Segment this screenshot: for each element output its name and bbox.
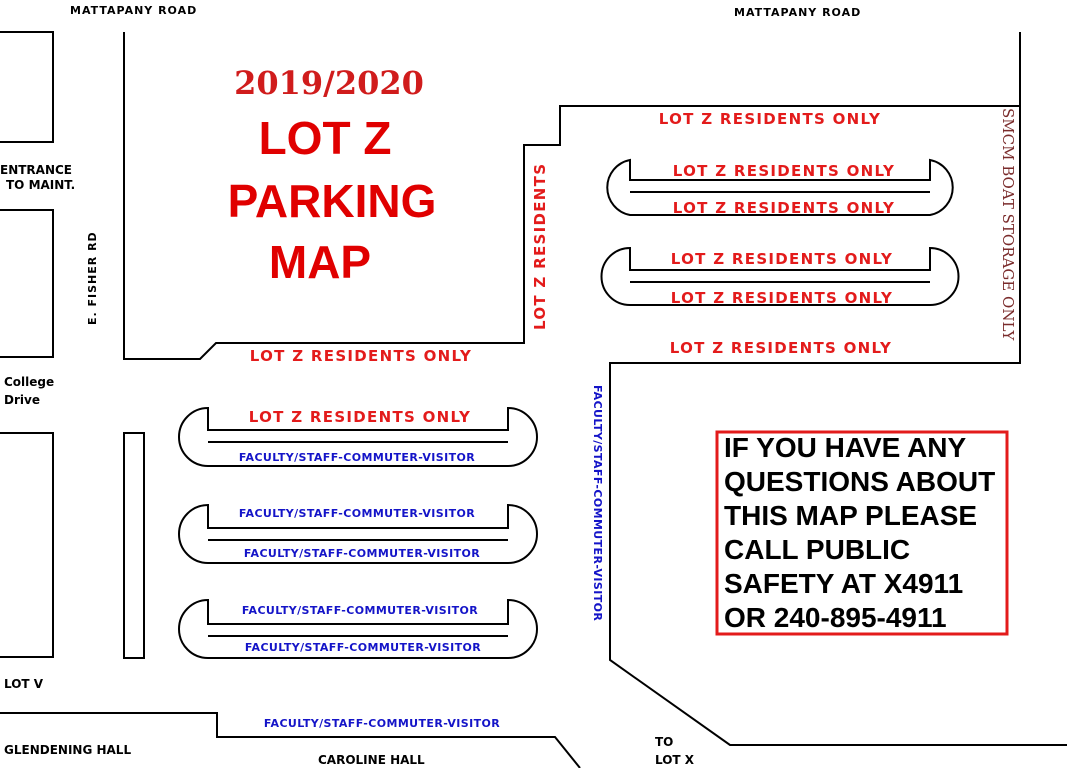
zone-label-residents: LOT Z RESIDENTS ONLY (670, 289, 894, 307)
zone-label-residents: LOT Z RESIDENTS ONLY (670, 250, 894, 268)
zone-label-faculty-vertical: FACULTY/STAFF-COMMUTER-VISITOR (591, 385, 604, 622)
building-outline-lot-v (0, 433, 53, 657)
info-line-1: IF YOU HAVE ANY (724, 432, 967, 463)
label-caroline-hall: CAROLINE HALL (318, 753, 425, 767)
label-college-drive-line1: College (4, 375, 55, 389)
map-title-line2: PARKING (227, 175, 437, 227)
info-line-2: QUESTIONS ABOUT (724, 466, 996, 497)
road-label-mattapany-right: MATTAPANY ROAD (734, 6, 862, 19)
island-divider (124, 433, 144, 658)
zone-label-residents: LOT Z RESIDENTS ONLY (672, 199, 896, 217)
zone-label-faculty: FACULTY/STAFF-COMMUTER-VISITOR (263, 717, 501, 730)
road-label-fisher: E. FISHER RD (86, 231, 99, 325)
map-title-line3: MAP (268, 236, 372, 288)
building-outline-top-left (0, 32, 53, 142)
zone-label-residents: LOT Z RESIDENTS ONLY (249, 347, 473, 365)
zone-label-residents: LOT Z RESIDENTS ONLY (658, 110, 882, 128)
zone-label-residents: LOT Z RESIDENTS ONLY (669, 339, 893, 357)
zone-label-faculty: FACULTY/STAFF-COMMUTER-VISITOR (244, 641, 482, 654)
info-line-4: CALL PUBLIC (724, 534, 911, 565)
zone-label-faculty: FACULTY/STAFF-COMMUTER-VISITOR (243, 547, 481, 560)
label-college-drive-line2: Drive (4, 393, 40, 407)
road-label-mattapany-left: MATTAPANY ROAD (70, 4, 198, 17)
zone-label-residents: LOT Z RESIDENTS ONLY (672, 162, 896, 180)
zone-label-residents-vertical: LOT Z RESIDENTS (531, 162, 549, 330)
zone-label-boat-storage: SMCM BOAT STORAGE ONLY (999, 108, 1017, 341)
label-entrance-line1: ENTRANCE (0, 163, 72, 177)
info-line-5: SAFETY AT X4911 (724, 568, 964, 599)
label-to-lot-x-line1: TO (655, 735, 674, 749)
label-glendening-hall: GLENDENING HALL (4, 743, 132, 757)
zone-label-faculty: FACULTY/STAFF-COMMUTER-VISITOR (241, 604, 479, 617)
map-year: 2019/2020 (234, 64, 424, 102)
label-lot-v: LOT V (4, 677, 44, 691)
info-line-3: THIS MAP PLEASE (724, 500, 978, 531)
label-to-lot-x-line2: LOT X (655, 753, 695, 767)
zone-label-faculty: FACULTY/STAFF-COMMUTER-VISITOR (238, 507, 476, 520)
building-outline-mid-left (0, 210, 53, 357)
label-entrance-line2: TO MAINT. (6, 178, 76, 192)
zone-label-faculty: FACULTY/STAFF-COMMUTER-VISITOR (238, 451, 476, 464)
info-line-6: OR 240-895-4911 (724, 602, 947, 633)
map-title-line1: LOT Z (258, 112, 392, 164)
zone-label-residents: LOT Z RESIDENTS ONLY (248, 408, 472, 426)
